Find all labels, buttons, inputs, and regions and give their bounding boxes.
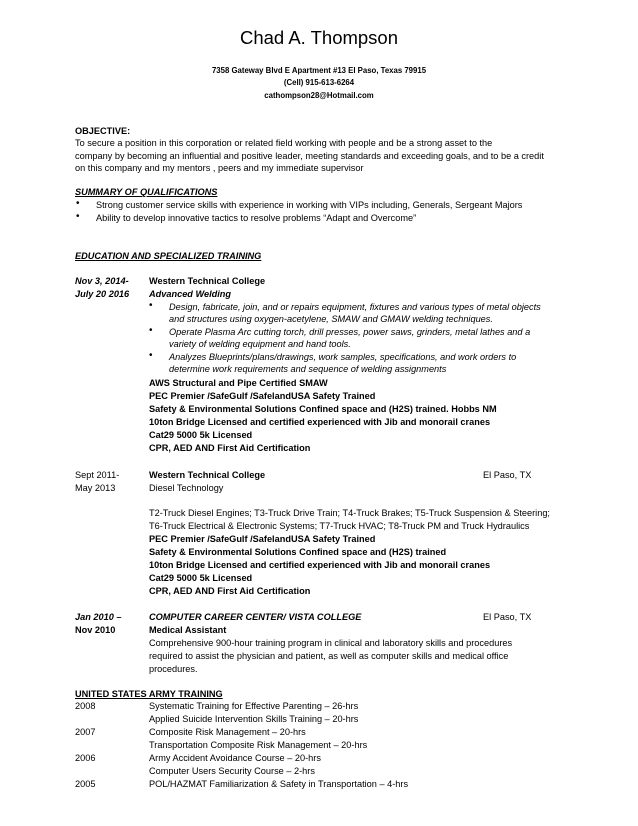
duty-continuation: determine work requirements and sequence of welding assignments	[169, 364, 447, 374]
candidate-name: Chad A. Thompson	[239, 27, 399, 48]
entry-program: Medical Assistant	[149, 625, 227, 635]
cert-line: 10ton Bridge Licensed and certified experienced with Jib and monorail cranes	[149, 560, 491, 570]
entry-school: Western Technical College	[149, 276, 266, 286]
entry-school: COMPUTER CAREER CENTER/ VISTA COLLEGE	[149, 612, 362, 622]
cert-line: Safety & Environmental Solutions Confined space and (H2S) trained. Hobbs NM	[149, 404, 497, 414]
army-course: Transportation Composite Risk Management – 20-hrs	[149, 740, 368, 750]
cert-line: Cat29 5000 5k Licensed	[149, 430, 253, 440]
course-line: T6-Truck Electrical & Electronic Systems; T7-Truck HVAC; T8-Truck PM and Truck Hydraulics	[149, 521, 530, 531]
duty-bullet: • Operate Plasma Arc cutting torch, drill presses, power saws, grinders, metal lathes and a	[169, 326, 530, 339]
army-course: Computer Users Security Course – 2-hrs	[149, 766, 315, 776]
entry-date-start: Sept 2011-	[75, 470, 120, 480]
email: cathompson28@Hotmail.com	[264, 91, 374, 100]
duty-continuation: and structures using oxygen-acetylene, SMAW and GMAW welding techniques.	[169, 314, 493, 324]
desc-line: Comprehensive 900-hour training program in clinical and laboratory skills and procedures	[149, 638, 513, 648]
army-year: 2008	[75, 701, 96, 711]
entry-date-start: Nov 3, 2014-	[75, 276, 129, 286]
summary-heading: SUMMARY OF QUALIFICATIONS	[75, 187, 218, 197]
duty-bullet: • Design, fabricate, join, and or repairs equipment, fixtures and various types of metal objects	[169, 301, 541, 314]
address: 7358 Gateway Blvd E Apartment #13 El Paso, Texas 79915	[211, 66, 427, 75]
cert-line: Safety & Environmental Solutions Confined space and (H2S) trained	[149, 547, 447, 557]
army-course: Composite Risk Management – 20-hrs	[149, 727, 306, 737]
desc-line: required to assist the physician and patient, as well as computer skills and medical office	[149, 651, 509, 661]
objective-line: company by becoming an influential and positive leader, meeting standards and exceeding goals, and to be a credit	[75, 151, 544, 161]
course-line: T2-Truck Diesel Engines; T3-Truck Drive Train; T4-Truck Brakes; T5-Truck Suspension & Steering;	[149, 508, 550, 518]
entry-date-start: Jan 2010 –	[75, 612, 122, 622]
desc-line: procedures.	[149, 664, 198, 674]
army-year: 2006	[75, 753, 96, 763]
entry-school: Western Technical College	[149, 470, 266, 480]
cert-line: 10ton Bridge Licensed and certified experienced with Jib and monorail cranes	[149, 417, 491, 427]
entry-date-end: May 2013	[75, 483, 116, 493]
objective-heading: OBJECTIVE:	[75, 126, 131, 136]
entry-location: El Paso, TX	[483, 470, 532, 480]
army-year: 2007	[75, 727, 96, 737]
summary-item: • Strong customer service skills with experience in working with VIPs including, Generals, Sergeant Majors	[96, 199, 522, 212]
cert-line: CPR, AED AND First Aid Certification	[149, 586, 311, 596]
cert-line: AWS Structural and Pipe Certified SMAW	[149, 378, 328, 388]
entry-date-end: Nov 2010	[75, 625, 116, 635]
cert-line: CPR, AED AND First Aid Certification	[149, 443, 311, 453]
objective-line: To secure a position in this corporation or related field working with people and be a strong asset to the	[75, 138, 493, 148]
cert-line: Cat29 5000 5k Licensed	[149, 573, 253, 583]
entry-location: El Paso, TX	[483, 612, 532, 622]
cert-line: PEC Premier /SafeGulf /SafelandUSA Safety Trained	[149, 534, 376, 544]
army-course: Army Accident Avoidance Course – 20-hrs	[149, 753, 321, 763]
cert-line: PEC Premier /SafeGulf /SafelandUSA Safety Trained	[149, 391, 376, 401]
army-course: Systematic Training for Effective Parenting – 26-hrs	[149, 701, 359, 711]
army-course: POL/HAZMAT Familiarization & Safety in Transportation – 4-hrs	[149, 779, 409, 789]
education-heading: EDUCATION AND SPECIALIZED TRAINING	[75, 251, 262, 261]
entry-program: Diesel Technology	[149, 483, 224, 493]
duty-continuation: variety of welding equipment and hand tools.	[169, 339, 351, 349]
army-course: Applied Suicide Intervention Skills Training – 20-hrs	[149, 714, 359, 724]
army-year: 2005	[75, 779, 96, 789]
duty-bullet: • Analyzes Blueprints/plans/drawings, work samples, specifications, and work orders to	[169, 351, 516, 364]
summary-item: • Ability to develop innovative tactics to resolve problems “Adapt and Overcome”	[96, 212, 416, 225]
objective-line: on this company and my mentors , peers and my immediate supervisor	[75, 163, 364, 173]
entry-program: Advanced Welding	[149, 289, 232, 299]
entry-date-end: July 20 2016	[75, 289, 130, 299]
army-heading: UNITED STATES ARMY TRAINING	[75, 689, 223, 699]
phone: (Cell) 915-613-6264	[283, 78, 355, 87]
